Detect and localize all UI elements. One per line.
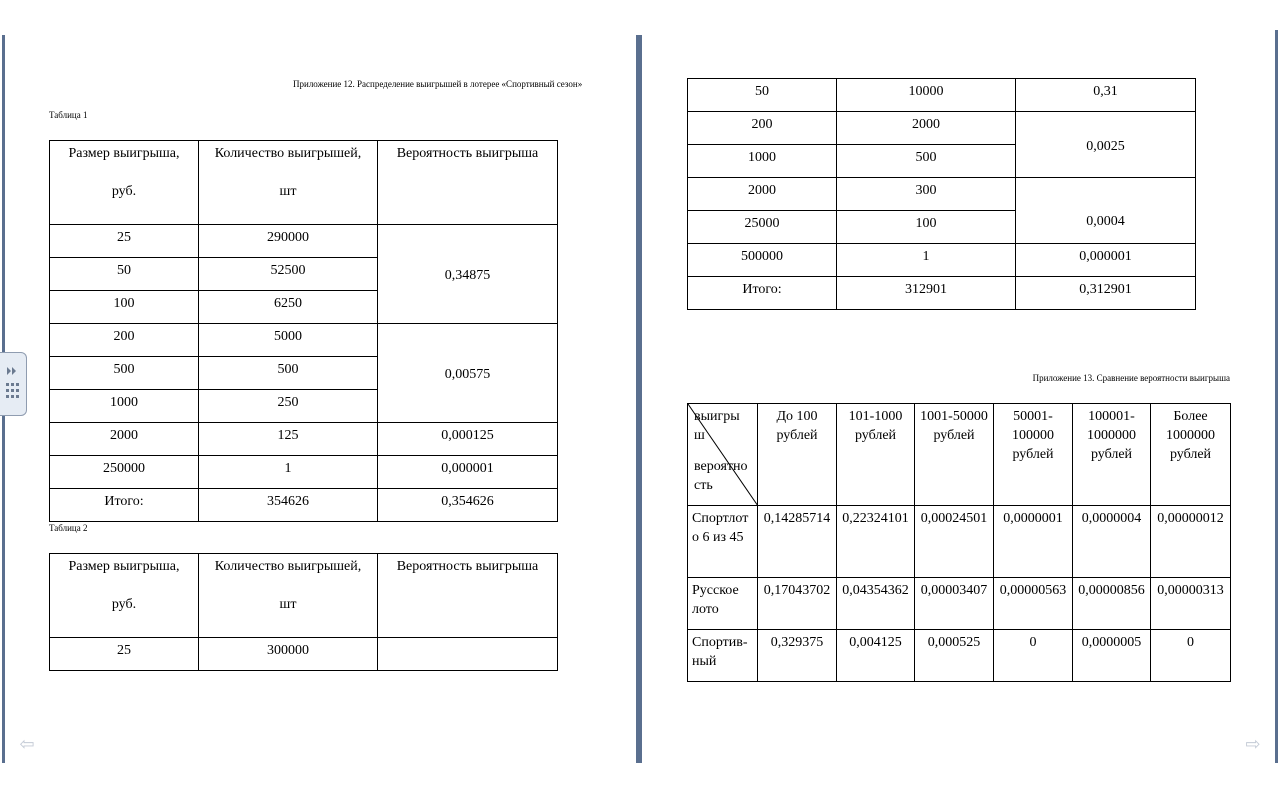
cell: 125 [199,423,378,456]
cell: 0,000125 [378,423,558,456]
corner-label-top: выигрыш [694,409,740,443]
table-header-row [50,141,558,225]
arrow-right-icon[interactable]: ⇨ [1245,734,1261,755]
table-row [688,112,1196,145]
page-navigation-tab[interactable] [0,352,27,416]
cell: 1 [199,456,378,489]
cell: 2000 [688,178,837,211]
cell: 500 [199,357,378,390]
cell: Итого: [50,489,199,522]
header-cell: Более 1000000 рублей [1151,404,1231,506]
table-3 [687,403,1231,682]
cell: 200 [50,324,199,357]
table2-caption: Таблица 2 [49,523,88,533]
cell: 5000 [199,324,378,357]
cell: 0,312901 [1016,277,1196,310]
table-row [50,423,558,456]
cell: 0,000001 [378,456,558,489]
table-row [50,638,558,671]
cell: 100 [837,211,1016,244]
cell: 500 [50,357,199,390]
header-cell: 1001-50000 рублей [915,404,994,506]
cell: 0 [994,630,1073,682]
cell: 25 [50,225,199,258]
cell: 0,00003407 [915,578,994,630]
page-divider [636,35,642,763]
cell: 0,00000563 [994,578,1073,630]
cell: 0,04354362 [837,578,915,630]
table-row [688,578,1231,630]
cell [378,638,558,671]
cell: 52500 [199,258,378,291]
header-cell: Количество выигрышей, шт [199,554,378,638]
header-cell: До 100 рублей [758,404,837,506]
cell: 312901 [837,277,1016,310]
table-row [50,456,558,489]
table1-caption: Таблица 1 [49,110,88,120]
merged-probability-cell: 0,34875 [378,225,558,324]
header-cell: Количество выигрышей, шт [199,141,378,225]
cell: 0,0000001 [994,506,1073,578]
table-2 [49,553,558,671]
right-window-edge [1275,30,1278,763]
table-header-row [688,404,1231,506]
header-cell: Вероятность выигрыша [378,141,558,225]
table-header-row [50,554,558,638]
cell: 0,00000012 [1151,506,1231,578]
cell: 300000 [199,638,378,671]
row-label: Русское лото [688,578,758,630]
row-label: Спортлото 6 из 45 [688,506,758,578]
cell: 0,22324101 [837,506,915,578]
appendix-13-title: Приложение 13. Сравнение вероятности выигрыша [1032,373,1230,383]
cell: 250 [199,390,378,423]
table-total-row [50,489,558,522]
table-row [688,244,1196,277]
table-2-continued [687,78,1196,310]
header-cell: Размер выигрыша, руб. [50,554,199,638]
row-label: Спортив-ный [688,630,758,682]
cell: 1000 [688,145,837,178]
appendix-12-title: Приложение 12. Распределение выигрышей в лотерее «Спортивный сезон» [293,79,583,89]
cell: 500000 [688,244,837,277]
cell: 0,000525 [915,630,994,682]
header-cell: Вероятность выигрыша [378,554,558,638]
header-cell: 101-1000 рублей [837,404,915,506]
cell: 25000 [688,211,837,244]
merged-probability-cell: 0,0025 [1016,112,1196,178]
cell: 2000 [837,112,1016,145]
cell: 290000 [199,225,378,258]
cell: 0,00000856 [1073,578,1151,630]
table-row [688,506,1231,578]
cell: 300 [837,178,1016,211]
cell: 0,00000313 [1151,578,1231,630]
cell: 354626 [199,489,378,522]
cell: 0,14285714 [758,506,837,578]
cell: 6250 [199,291,378,324]
cell: 0,0000005 [1073,630,1151,682]
merged-probability-cell: 0,0004 [1016,178,1196,244]
header-cell: Размер выигрыша, руб. [50,141,199,225]
table-1 [49,140,558,522]
page-navigation-icon [2,355,26,415]
cell: 0,000001 [1016,244,1196,277]
header-cell: 50001-100000 рублей [994,404,1073,506]
corner-label-bottom: вероятность [694,459,748,493]
cell: 50 [688,79,837,112]
table-row [688,178,1196,211]
cell: Итого: [688,277,837,310]
cell: 500 [837,145,1016,178]
cell: 100 [50,291,199,324]
cell: 25 [50,638,199,671]
table-row [50,225,558,258]
cell: 0,00024501 [915,506,994,578]
cell: 0 [1151,630,1231,682]
cell: 10000 [837,79,1016,112]
cell: 2000 [50,423,199,456]
cell: 200 [688,112,837,145]
cell: 0,0000004 [1073,506,1151,578]
diagonal-corner-cell [688,404,758,506]
cell: 0,004125 [837,630,915,682]
cell: 0,31 [1016,79,1196,112]
cell: 1 [837,244,1016,277]
arrow-left-icon[interactable]: ⇦ [19,734,35,755]
table-total-row [688,277,1196,310]
cell: 0,17043702 [758,578,837,630]
cell: 0,354626 [378,489,558,522]
cell: 50 [50,258,199,291]
merged-probability-cell: 0,00575 [378,324,558,423]
cell: 250000 [50,456,199,489]
header-cell: 100001-1000000 рублей [1073,404,1151,506]
table-row [50,324,558,357]
cell: 1000 [50,390,199,423]
table-row [688,79,1196,112]
table-row [688,630,1231,682]
cell: 0,329375 [758,630,837,682]
